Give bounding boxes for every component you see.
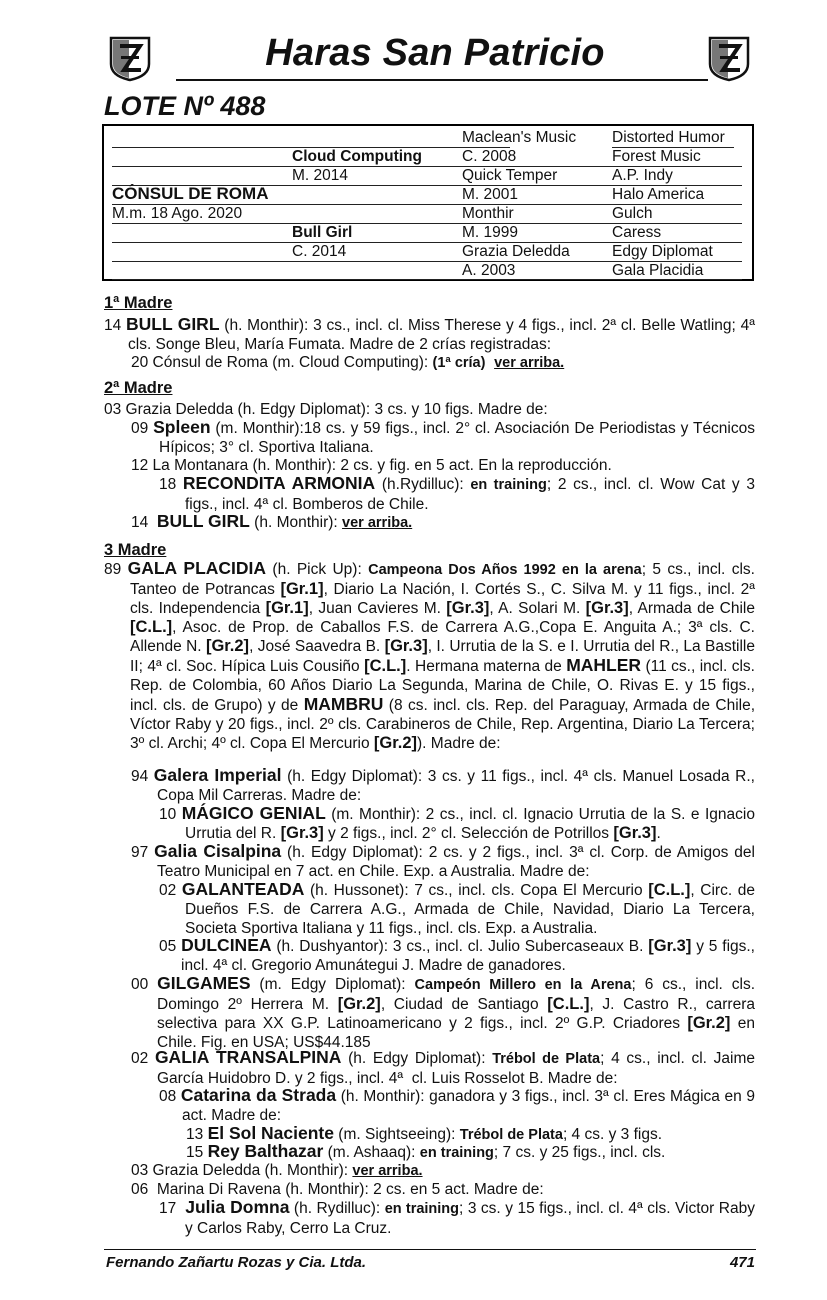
logo-icon — [107, 34, 153, 82]
pedigree-cell: M. 1999 — [462, 224, 519, 241]
pedigree-cell: Edgy Diplomat — [612, 243, 713, 260]
pedigree-sire: Cloud Computing — [292, 148, 422, 165]
produce-entry: 18 RECONDITA ARMONIA (h.Rydilluc): en training; 2 cs., incl. cl. Wow Cat y 3 figs., incl. 4ª cl. Bomberos de Chile. — [159, 473, 755, 513]
produce-entry: 02 GALANTEADA (h. Hussonet): 7 cs., incl. cls. Copa El Mercurio [C.L.], Circ. de Dueños F.S. de Carrera A.G., Armada de Chile, Navidad, Diario La Tercera, Societa Sportiva Italiana y 11 figs., incl. cls. Exp. a Australia. — [159, 879, 755, 937]
pedigree-cell: M. 2014 — [292, 167, 349, 184]
dam-entry: 03 Grazia Deledda (h. Edgy Diplomat): 3 cs. y 10 figs. Madre de: — [104, 401, 548, 418]
pedigree-cell: M.m. 18 Ago. 2020 — [112, 205, 243, 222]
pedigree-cell: C. 2008 — [462, 148, 517, 165]
produce-entry: 97 Galia Cisalpina (h. Edgy Diplomat): 2 cs. y 2 figs., incl. 3ª cl. Corp. de Amigos del Teatro Municipal en 7 act. en Chile. Exp. a Australia. Madre de: — [131, 841, 755, 880]
pedigree-cell: Maclean's Music — [462, 129, 577, 146]
page-number: 471 — [729, 1254, 755, 1271]
pedigree-cell: Quick Temper — [462, 167, 558, 184]
pedigree-cell: A.P. Indy — [612, 167, 673, 184]
pedigree-table — [102, 124, 754, 281]
page-title: Haras San Patricio — [265, 32, 605, 74]
produce-entry: 14 BULL GIRL (h. Monthir): ver arriba. — [131, 511, 413, 531]
section-title-third-dam: 3 Madre — [104, 541, 167, 559]
pedigree-cell: Gala Placidia — [612, 262, 704, 279]
footer-company: Fernando Zañartu Rozas y Cia. Ltda. — [106, 1254, 367, 1271]
produce-entry: 08 Catarina da Strada (h. Monthir): ganadora y 3 figs., incl. 3ª cl. Eres Mágica en 9 act. Madre de: — [159, 1085, 755, 1124]
produce-entry: 20 Cónsul de Roma (m. Cloud Computing): (1ª cría) ver arriba. — [131, 354, 565, 371]
pedigree-subject: CÓNSUL DE ROMA — [112, 184, 269, 203]
produce-entry: 15 Rey Balthazar (m. Ashaaq): en training; 7 cs. y 25 figs., incl. cls. — [186, 1141, 666, 1161]
pedigree-cell: Distorted Humor — [612, 129, 725, 146]
pedigree-cell: Halo America — [612, 186, 705, 203]
pedigree-cell: Gulch — [612, 205, 653, 222]
dam-entry: 89 GALA PLACIDIA (h. Pick Up): Campeona Dos Años 1992 en la arena; 5 cs., incl. cls. Tanteo de Potrancas [Gr.1], Diario La Nación, I. Cortés S., C. Silva M. y 11 figs., incl. 2ª cls. Independencia [Gr.1], Juan Cavieres M. [Gr.3], A. Solari M. [Gr.3], Armada de Chile [C.L.], Asoc. de Prop. de Caballos F.S. de Carrera A.G.,Copa E. Anguita A.; 3ª cls. C. Allende N. [Gr.2], José Saavedra B. [Gr.3], I. Urrutia de la S. e I. Urrutia del R., La Bastille II; 4ª cl. Soc. Hípica Luis Cousiño [C.L.]. Hermana materna de MAHLER (11 cs., incl. cls. Rep. de Colombia, 60 Años Diario La Segunda, Marina de Chile, O. Rivas E. y 15 figs., incl. cls. de Grupo) y de MAMBRU (8 cs. incl. cls. Rep. del Paraguay, Armada de Chile, Víctor Raby y 20 figs., incl. 2º cls. Carabineros de Chile, Rep. Argentina, Diario La Tercera; 3º cl. Archi; 4º cl. Copa El Mercurio [Gr.2]). Madre de: — [104, 558, 756, 752]
produce-entry: 10 MÁGICO GENIAL (m. Monthir): 2 cs., incl. cl. Ignacio Urrutia de la S. e Ignacio Urrutia del R. [Gr.3] y 2 figs., incl. 2° cl. Selección de Potrillos [Gr.3]. — [159, 803, 755, 842]
dam-entry: 14 BULL GIRL (h. Monthir): 3 cs., incl. cl. Miss Therese y 4 figs., incl. 2ª cl. Belle Watling; 4ª cls. Songe Bleu, María Fumata. Madre de 2 crías registradas: — [104, 314, 755, 353]
produce-entry: 06 Marina Di Ravena (h. Monthir): 2 cs. en 5 act. Madre de: — [131, 1181, 544, 1198]
footer-divider — [104, 1249, 756, 1250]
produce-entry: 09 Spleen (m. Monthir):18 cs. y 59 figs., incl. 2° cl. Asociación De Periodistas y Técnicos Hípicos; 3° cl. Sportiva Italiana. — [131, 417, 755, 456]
pedigree-cell: M. 2001 — [462, 186, 519, 203]
produce-entry: 12 La Montanara (h. Monthir): 2 cs. y fig. en 5 act. En la reproducción. — [131, 457, 612, 474]
lot-number: LOTE Nº 488 — [104, 91, 266, 121]
pedigree-dam: Bull Girl — [292, 224, 353, 241]
section-title-second-dam: 2ª Madre — [104, 379, 173, 397]
pedigree-cell: Grazia Deledda — [462, 243, 570, 260]
produce-entry: 13 El Sol Naciente (m. Sightseeing): Trébol de Plata; 4 cs. y 3 figs. — [186, 1123, 662, 1143]
pedigree-cell: C. 2014 — [292, 243, 347, 260]
section-title-first-dam: 1ª Madre — [104, 294, 173, 312]
produce-entry: 17 Julia Domna (h. Rydilluc): en training; 3 cs. y 15 figs., incl. cl. 4ª cls. Victor Raby y Carlos Raby, Cerro La Cruz. — [159, 1197, 755, 1237]
title-divider — [176, 79, 708, 81]
produce-entry: 03 Grazia Deledda (h. Monthir): ver arriba. — [131, 1162, 423, 1179]
produce-entry: 05 DULCINEA (h. Dushyantor): 3 cs., incl. cl. Julio Subercaseaux B. [Gr.3] y 5 figs., incl. 4ª cl. Gregorio Amunátegui J. Madre de ganadores. — [159, 935, 755, 974]
pedigree-cell: A. 2003 — [462, 262, 516, 279]
logo-icon — [706, 34, 752, 82]
produce-entry: 94 Galera Imperial (h. Edgy Diplomat): 3 cs. y 11 figs., incl. 4ª cls. Manuel Losada R., Copa Mil Carreras. Madre de: — [131, 765, 755, 804]
pedigree-cell: Monthir — [462, 205, 514, 222]
produce-entry: 02 GALIA TRANSALPINA (h. Edgy Diplomat): Trébol de Plata; 4 cs., incl. cl. Jaime García Huidobro D. y 2 figs., incl. 4ª cl. Luis Rosselot B. Madre de: — [131, 1047, 755, 1087]
produce-entry: 00 GILGAMES (m. Edgy Diplomat): Campeón Millero en la Arena; 6 cs., incl. cls. Domingo 2º Herrera M. [Gr.2], Ciudad de Santiago [C.L.], J. Castro R., carrera selectiva para XX G.P. Latinoamericano y 2 figs., incl. 2º G.P. Criadores [Gr.2] en Chile. Fig. en USA; US$44.185 — [131, 973, 755, 1051]
pedigree-cell: Forest Music — [612, 148, 701, 165]
pedigree-cell: Caress — [612, 224, 662, 241]
